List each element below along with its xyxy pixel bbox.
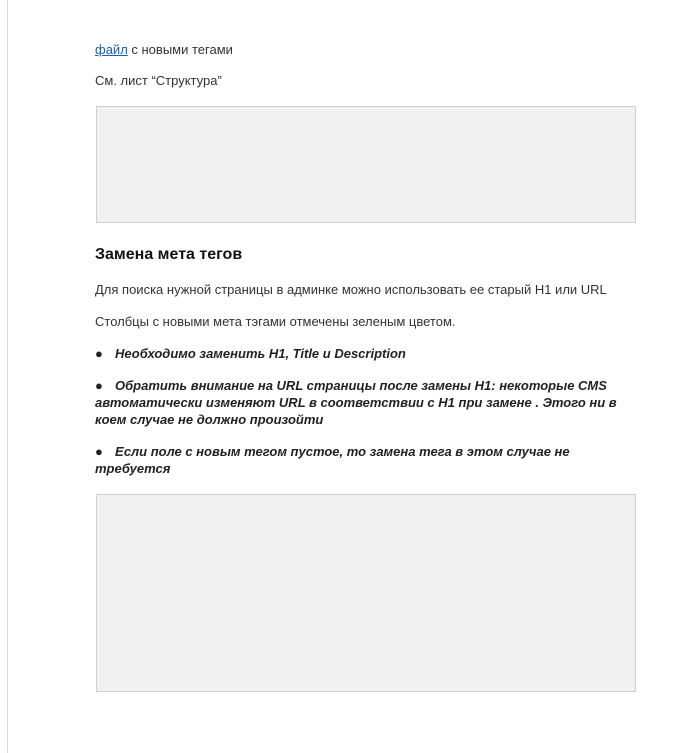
- file-line-text: с новыми тегами: [127, 42, 233, 57]
- see-sheet-note: См. лист “Структура”: [95, 73, 222, 88]
- embedded-image-placeholder: [96, 106, 636, 223]
- bullet-item-replace-tags: [95, 345, 640, 362]
- bullet-text: Если поле с новым тегом пустое, то замена тега в этом случае не требуется: [95, 444, 570, 476]
- embedded-image-placeholder: [96, 494, 636, 692]
- file-link[interactable]: файл: [95, 42, 128, 57]
- search-hint-paragraph: Для поиска нужной страницы в админке можно использовать ее старый H1 или URL: [95, 282, 607, 297]
- left-margin-rule: [7, 0, 8, 753]
- bullet-icon: ●: [95, 346, 103, 361]
- bullet-item-empty-field: [95, 443, 640, 477]
- bullet-icon: ●: [95, 444, 103, 459]
- columns-note-paragraph: Столбцы с новыми мета тэгами отмечены зеленым цветом.: [95, 314, 456, 329]
- bullet-item-url-warning: [95, 377, 640, 428]
- bullet-icon: ●: [95, 378, 103, 393]
- bullet-text: Обратить внимание на URL страницы после замены H1: некоторые CMS автоматически изменяют URL в соответствии с H1 при замене . Этого ни в коем случае не должно произойти: [95, 378, 617, 427]
- file-line: [95, 41, 233, 58]
- bullet-text: Необходимо заменить H1, Title и Description: [115, 346, 406, 361]
- section-heading: Замена мета тегов: [95, 246, 243, 263]
